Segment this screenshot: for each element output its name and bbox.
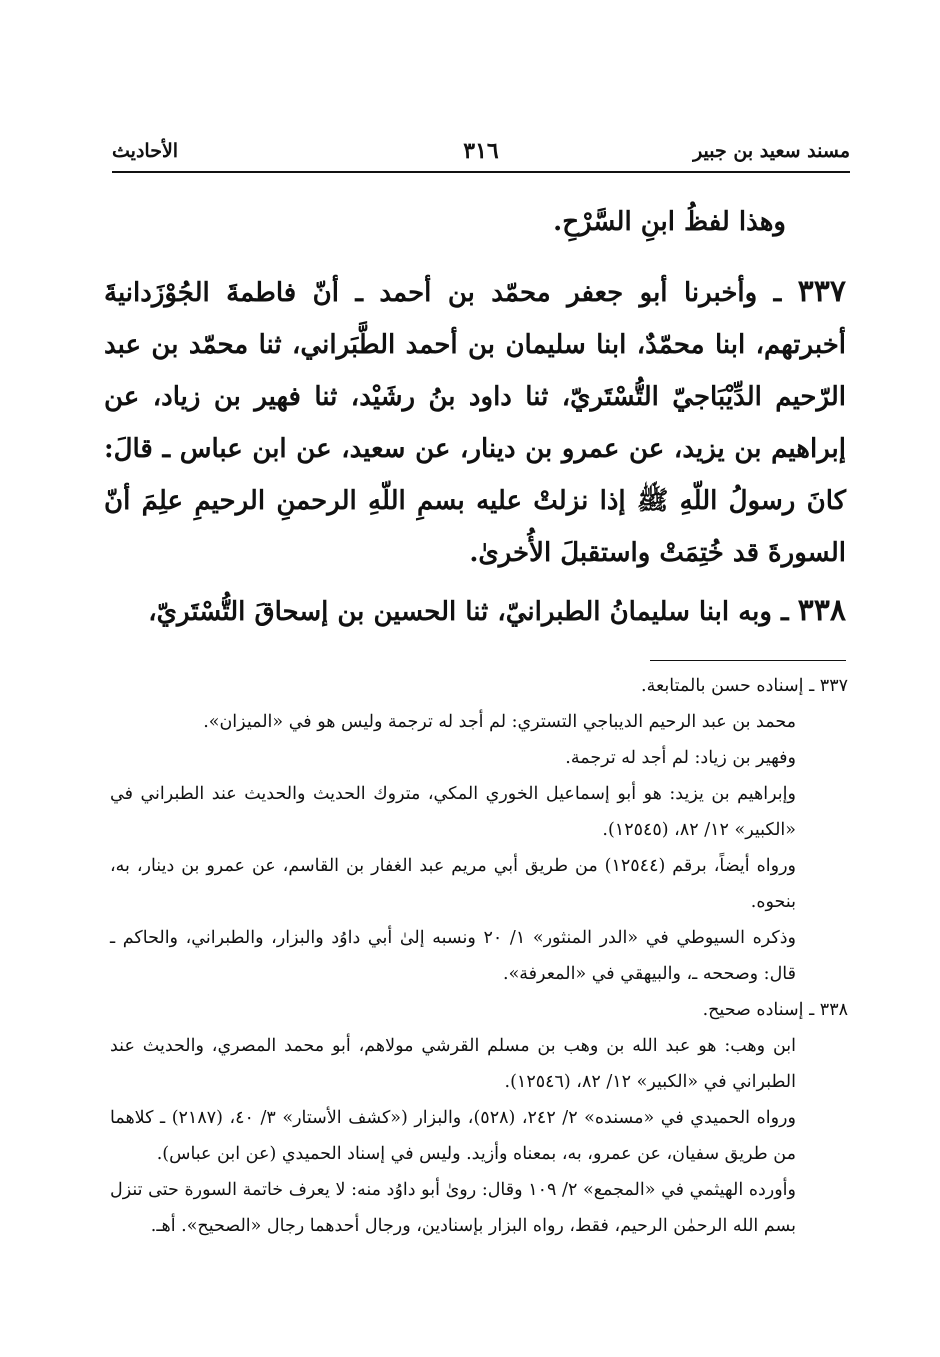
hadith-text: ـ وبه ابنا سليمانُ الطبرانيّ، ثنا الحسين بن إسحاقَ التُّسْتَريّ، [148, 597, 798, 627]
hadith-number: ٣٣٨ [797, 593, 846, 628]
footnote-divider [650, 660, 846, 661]
footnote-line: وذكره السيوطي في «الدر المنثور» ١/ ٢٠ ونسبه إلىٰ أبي داوُد والبزار، والطبراني، والحاكم ـ قال: وصححه ـ، والبيهقي في «المعرفة». [110, 928, 796, 984]
book-title: مسند سعيد بن جبير [693, 140, 850, 162]
footnote-338-body [110, 1028, 848, 1244]
footnotes [110, 668, 848, 1244]
footnote-line: ورواه أيضاً، برقم (١٢٥٤٤) من طريق أبي مريم عبد الغفار بن القاسم، عن عمرو بن دينار، به، بنحوه. [110, 856, 796, 912]
footnote-line: ابن وهب: هو عبد الله بن وهب بن مسلم القرشي مولاهم، أبو محمد المصري، والحديث عند الطبراني في «الكبير» ١٢/ ٨٢، (١٢٥٤٦). [110, 1036, 796, 1092]
main-text [104, 196, 846, 638]
footnote-337-body [110, 704, 848, 992]
hadith-337 [104, 266, 846, 579]
hadith-text: ـ وأخبرنا أبو جعفر محمّد بن أحمد ـ أنّ فاطمةَ الجُوْزَدانيةَ أخبرتهم، ابنا محمّدٌ، ابنا سليمان بن أحمد الطَّبَراني، ثنا محمّد بن عبد الرّحيم الدِّيْبَاجيّ التُّسْتَريّ، ثنا داود بنُ رشَيْد، ثنا فهير بن زياد، عن إبراهيم بن يزيد، عن عمرو بن دينار، عن سعيد، عن ابن عباس ـ قالَ: كانَ رسولُ اللّهِ ﷺ إذا نزلتْ عليه بسمِ اللّهِ الرحمنِ الرحيمِ علِمَ أنّ السورةَ قد خُتِمَتْ واستقبلَ الأُخرىٰ. [104, 278, 846, 568]
footnote-338-head: ٣٣٨ ـ إسناده صحيح. [702, 1000, 848, 1020]
footnote-line: وفهير بن زياد: لم أجد له ترجمة. [565, 748, 796, 768]
running-head [112, 138, 850, 172]
section-title: الأحاديث [112, 140, 179, 162]
footnote-line: ورواه الحميدي في «مسنده» ٢/ ٢٤٢، (٥٢٨)، والبزار («كشف الأستار» ٣/ ٤٠، (٢١٨٧) ـ كلاهما من طريق سفيان، عن عمرو، به، بمعناه وأزيد. وليس في إسناد الحميدي (عن ابن عباس). [110, 1108, 796, 1164]
footnote-337-head: ٣٣٧ ـ إسناده حسن بالمتابعة. [641, 676, 848, 696]
footnote-line: وأورده الهيثمي في «المجمع» ٢/ ١٠٩ وقال: روىٰ أبو داوُد منه: لا يعرف خاتمة السورة حتى تنزل بسم الله الرحمٰن الرحيم، فقط، رواه البزار بإسنادين، ورجال أحدهما رجال «الصحيح». أهـ. [110, 1180, 796, 1236]
hadith-338 [104, 585, 846, 638]
footnote-line: محمد بن عبد الرحيم الديباجي التستري: لم أجد له ترجمة وليس هو في «الميزان». [203, 712, 796, 732]
page-number: ٣١٦ [463, 138, 499, 164]
footnote-line: وإبراهيم بن يزيد: هو أبو إسماعيل الخوري المكي، متروك الحديث والحديث عند الطبراني في «الكبير» ١٢/ ٨٢، (١٢٥٤٥). [110, 784, 796, 840]
header-divider [112, 171, 850, 173]
intro-line: وهذا لفظُ ابنِ السَّرْحِ. [553, 207, 786, 237]
hadith-number: ٣٣٧ [797, 274, 846, 309]
